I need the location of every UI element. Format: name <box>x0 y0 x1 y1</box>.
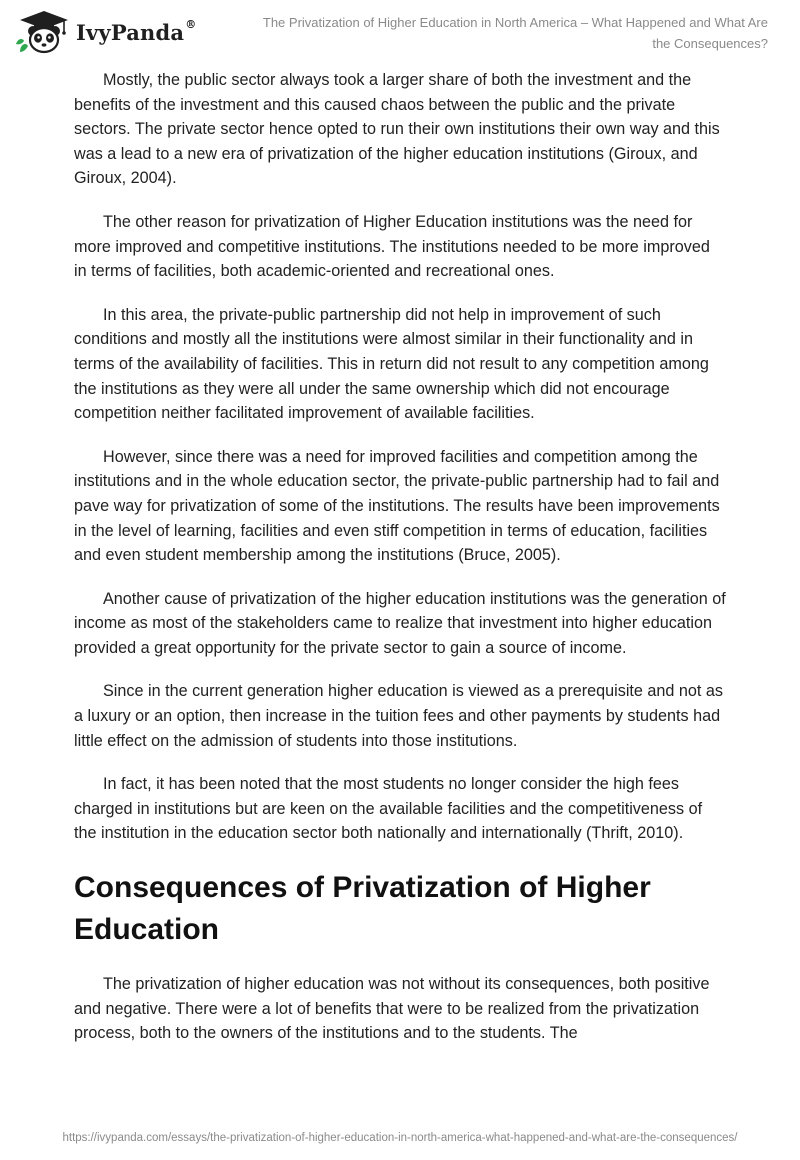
paragraph: The other reason for privatization of Higher Education institutions was the need for more improved and competitive institutions. The institutions needed to be more improved in terms of facilities, both academic-oriented and recreational ones. <box>74 212 710 281</box>
document-title: The Privatization of Higher Education in North America – What Happened and What Are the Consequences? <box>262 15 768 51</box>
paragraph: The privatization of higher education was not without its consequences, both positive and negative. There were a lot of benefits that were to be realized from the privatization process, both to the owners of the institutions and to the students. The <box>74 975 710 1043</box>
logo[interactable] <box>14 8 196 56</box>
brand-name: IvyPanda® <box>76 17 197 45</box>
paragraph: Another cause of privatization of the higher education institutions was the generation of income as most of the stakeholders came to realize that investment into higher education provided a great opportunity for the private sector to gain a source of income. <box>74 589 726 657</box>
page-header <box>0 0 800 70</box>
paragraph: Since in the current generation higher education is viewed as a prerequisite and not as a luxury or an option, then increase in the tuition fees and other payments by students had little effect on the admission of students into those institutions. <box>74 682 724 750</box>
panda-graduation-cap-icon <box>14 8 70 56</box>
paragraph: In fact, it has been noted that the most students no longer consider the high fees charged in institutions but are keen on the available facilities and the competitiveness of the institution in the education sector both nationally and internationally (Thrift, 2010). <box>74 775 703 843</box>
paragraph: In this area, the private-public partnership did not help in improvement of such conditions and mostly all the institutions were almost similar in their functionality and in terms of the availability of facilities. This in return did not result to any competition among the institutions as they were all under the same ownership which did not encourage competition neither facilitated improvement of available facilities. <box>74 305 709 423</box>
page-url: https://ivypanda.com/essays/the-privatization-of-higher-education-in-north-america-what-happened-and-what-are-the-consequences/ <box>62 1132 738 1144</box>
section-heading: Consequences of Privatization of Higher Education <box>74 871 651 947</box>
registered-mark: ® <box>185 17 197 31</box>
article-body <box>74 68 726 1065</box>
paragraph: However, since there was a need for improved facilities and competition among the institutions and in the whole education sector, the private-public partnership had to fail and pave way for privatization of some of the institutions. The results have been improvements in the level of learning, facilities and even stiff competition in terms of education, facilities and even student membership among the institutions (Bruce, 2005). <box>74 447 720 565</box>
paragraph: Mostly, the public sector always took a larger share of both the investment and the benefits of the investment and this caused chaos between the public and the private sectors. The private sector hence opted to run their own institutions their own way and this was a lead to a new era of privatization of the higher education institutions (Giroux, and Giroux, 2004). <box>74 71 720 188</box>
